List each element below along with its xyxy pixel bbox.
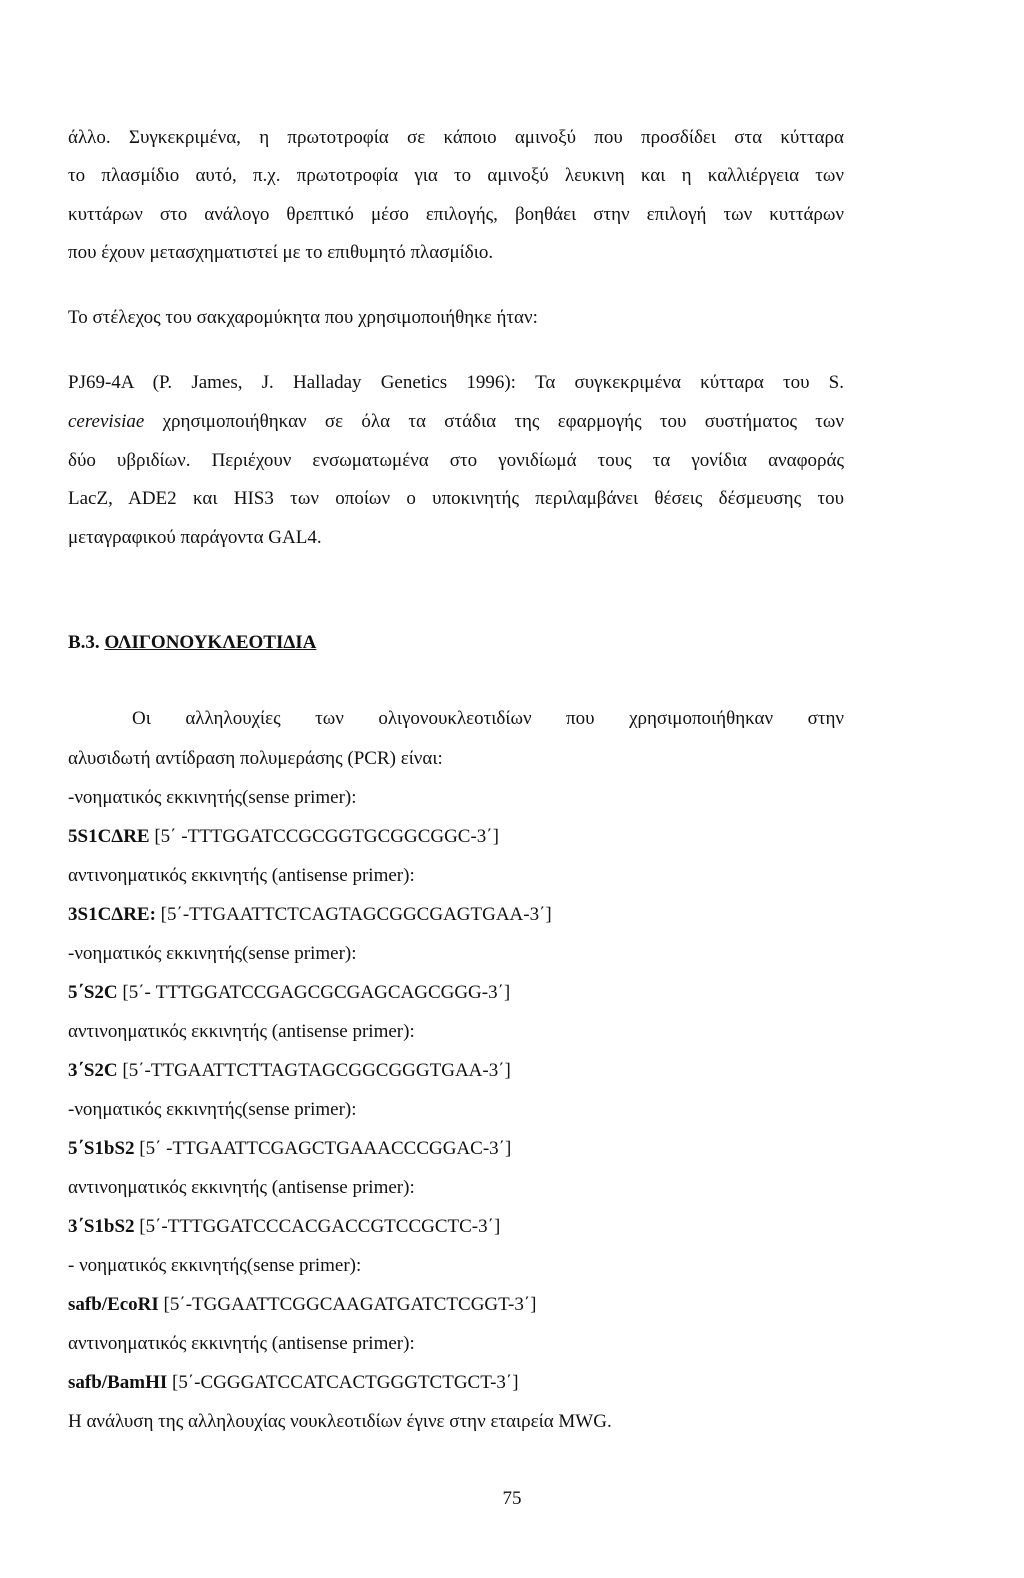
primer-name: safb/BamHI — [68, 1372, 168, 1393]
primer-entry — [68, 1059, 511, 1083]
primer-sequence: [5΄- TTTGGATCCGAGCGCGAGCAGCGGG-3΄] — [117, 982, 511, 1003]
strain-line: μεταγραφικού παράγοντα GAL4. — [68, 527, 322, 548]
primer-sequence: [5΄-CGGGATCCATCACTGGGTCTGCT-3΄] — [167, 1372, 519, 1393]
primer-name: 3S1CΔRE: — [68, 904, 156, 925]
section-heading — [68, 631, 316, 655]
primer-label: - νοηματικός εκκινητής(sense primer): — [68, 1255, 362, 1276]
section-title: ΟΛΙΓΟΝΟΥΚΛΕΟΤΙΔΙΑ — [104, 632, 317, 653]
primer-label: αντινοηματικός εκκινητής (antisense primer): — [68, 1333, 415, 1354]
strain-line: LacZ, ADE2 και HIS3 των οποίων ο υποκινητής περιλαμβάνει θέσεις δέσμευσης του — [68, 488, 844, 509]
paragraph-line: που έχουν μετασχηματιστεί με το επιθυμητό πλασμίδιο. — [68, 242, 494, 263]
paragraph-line: άλλο. Συγκεκριμένα, η πρωτοτροφία σε κάποιο αμινοξύ που προσδίδει στα κύτταρα — [68, 127, 844, 148]
primer-name: 5΄S2C — [68, 982, 118, 1003]
primer-name: safb/EcoRI — [68, 1294, 159, 1315]
primer-label: αντινοηματικός εκκινητής (antisense primer): — [68, 1177, 415, 1198]
primer-label: αντινοηματικός εκκινητής (antisense primer): — [68, 1021, 415, 1042]
primer-label: αντινοηματικός εκκινητής (antisense primer): — [68, 865, 415, 886]
primer-label: -νοηματικός εκκινητής(sense primer): — [68, 943, 357, 964]
page-number: 75 — [502, 1488, 522, 1509]
strain-line — [68, 410, 844, 434]
paragraph-line: το πλασμίδιο αυτό, π.χ. πρωτοτροφία για το αμινοξύ λευκινη και η καλλιέργεια των — [68, 165, 844, 186]
primer-entry — [68, 1215, 500, 1239]
closing-line: Η ανάλυση της αλληλουχίας νουκλεοτιδίων έγινε στην εταιρεία MWG. — [68, 1411, 612, 1432]
primer-entry — [68, 1371, 519, 1395]
primer-entry — [68, 981, 510, 1005]
species-name: cerevisiae — [68, 411, 145, 432]
primer-sequence: [5΄-TTTGGATCCCACGACCGTCCGCTC-3΄] — [134, 1216, 501, 1237]
strain-line: δύο υβριδίων. Περιέχουν ενσωματωμένα στο γονιδίωμά τους τα γονίδια αναφοράς — [68, 450, 844, 471]
primer-sequence: [5΄ -TTTGGATCCGCGGTGCGGCGGC-3΄] — [149, 826, 499, 847]
primer-entry — [68, 903, 552, 927]
primer-entry — [68, 1293, 536, 1317]
primer-label: -νοηματικός εκκινητής(sense primer): — [68, 1099, 357, 1120]
primer-name: 5S1CΔRE — [68, 826, 150, 847]
primer-label: -νοηματικός εκκινητής(sense primer): — [68, 787, 357, 808]
primer-name: 3΄S1bS2 — [68, 1216, 135, 1237]
intro-line: αλυσιδωτή αντίδραση πολυμεράσης (PCR) είναι: — [68, 748, 443, 769]
primer-sequence: [5΄-TGGAATTCGGCAAGATGATCTCGGT-3΄] — [158, 1294, 537, 1315]
strain-line-text: χρησιμοποιήθηκαν σε όλα τα στάδια της εφαρμογής του συστήματος των — [144, 411, 844, 432]
primer-entry — [68, 1137, 511, 1161]
primer-entry — [68, 825, 499, 849]
intro-line: Οι αλληλουχίες των ολιγονουκλεοτιδίων που χρησιμοποιήθηκαν στην — [132, 708, 844, 729]
primer-name: 3΄S2C — [68, 1060, 118, 1081]
strain-intro: Το στέλεχος του σακχαρομύκητα που χρησιμοποιήθηκε ήταν: — [68, 307, 538, 328]
primer-sequence: [5΄-TTGAATTCTCAGTAGCGGCGAGTGAA-3΄] — [155, 904, 552, 925]
strain-line: PJ69-4A (P. James, J. Halladay Genetics 1996): Τα συγκεκριμένα κύτταρα του S. — [68, 372, 844, 393]
primer-name: 5΄S1bS2 — [68, 1138, 135, 1159]
primer-sequence: [5΄ -TTGAATTCGAGCTGAAACCCGGAC-3΄] — [134, 1138, 512, 1159]
primer-sequence: [5΄-TTGAATTCTTAGTAGCGGCGGGTGAA-3΄] — [117, 1060, 511, 1081]
section-number: Β.3. — [68, 632, 105, 653]
paragraph-line: κυττάρων στο ανάλογο θρεπτικό μέσο επιλογής, βοηθάει στην επιλογή των κυττάρων — [68, 204, 844, 225]
